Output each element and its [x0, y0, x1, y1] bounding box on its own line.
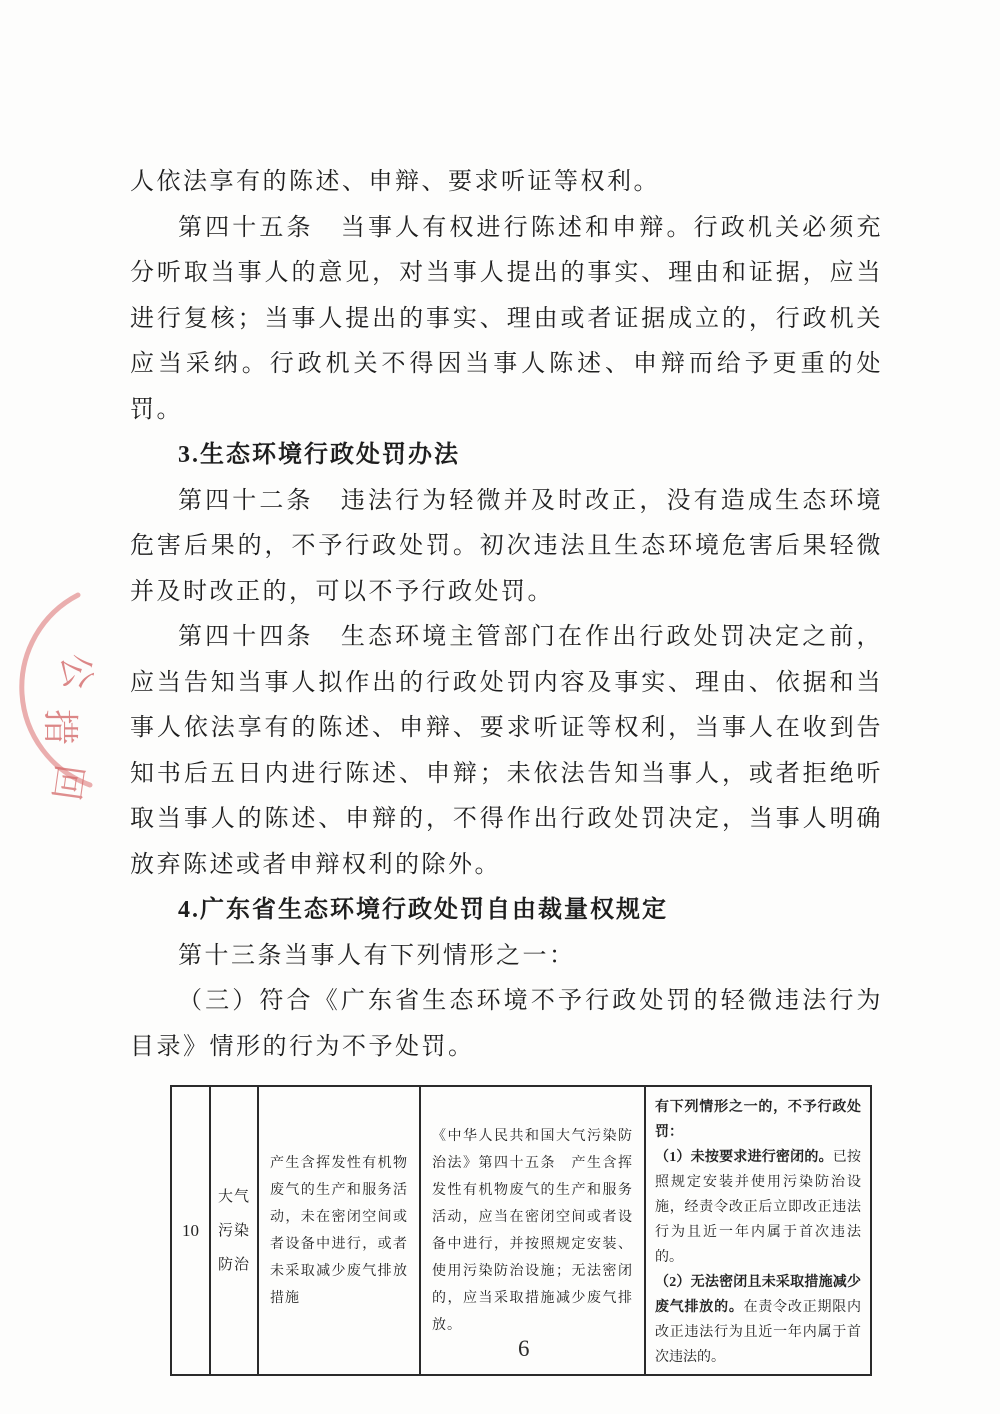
table-row	[171, 1086, 871, 1375]
stamp-char: 回	[45, 761, 90, 803]
paragraph-article-44: 第四十四条 生态环境主管部门在作出行政处罚决定之前，应当告知当事人拟作出的行政处罚内容及事实、理由、依据和当事人依法享有的陈述、申辩、要求听证等权利，当事人在收到告知书后五日内进行陈述、申辩；未依法告知当事人，或者拒绝听取当事人的陈述、申辩的，不得作出行政处罚决定，当事人明确放弃陈述或者申辩权利的除外。	[130, 624, 883, 878]
section-heading-4: 4.广东省生态环境行政处罚自由裁量权规定	[178, 897, 668, 923]
condition-item-2-lead: （2）无法密闭且未采取措施减少废气排放的。	[655, 1275, 861, 1315]
stamp-char: 公	[54, 651, 99, 692]
paragraph-item-three: （三）符合《广东省生态环境不予行政处罚的轻微违法行为目录》情形的行为不予处罚。	[130, 988, 883, 1060]
document-body	[130, 160, 883, 1376]
page-number: 6	[518, 1336, 530, 1361]
cell-category: 大气污染防治	[210, 1086, 258, 1375]
paragraph-rights-continuation: 人依法享有的陈述、申辩、要求听证等权利。	[130, 169, 660, 195]
cell-violation-description: 产生含挥发性有机物废气的生产和服务活动，未在密闭空间或者设备中进行，或者未采取减少废气排放措施	[258, 1086, 420, 1375]
condition-item-2	[655, 1270, 861, 1370]
stamp-char: 措	[40, 709, 80, 746]
red-stamp	[0, 583, 150, 803]
section-heading-3: 3.生态环境行政处罚办法	[178, 442, 460, 468]
paragraph-article-42: 第四十二条 违法行为轻微并及时改正，没有造成生态环境危害后果的，不予行政处罚。初次违法且生态环境危害后果轻微并及时改正的，可以不予行政处罚。	[130, 487, 883, 605]
stamp-arc	[22, 595, 90, 785]
condition-item-2-detail: 在责令改正期限内改正违法行为且近一年内属于首次违法的。	[655, 1300, 862, 1365]
paragraph-article-13: 第十三条当事人有下列情形之一：	[178, 942, 576, 969]
cell-row-index: 10	[171, 1086, 210, 1375]
cell-exemption-conditions	[645, 1086, 871, 1375]
condition-item-1	[655, 1145, 861, 1270]
cell-legal-basis: 《中华人民共和国大气污染防治法》第四十五条 产生含挥发性有机物废气的生产和服务活动，应当在密闭空间或者设备中进行，并按照规定安装、使用污染防治设施；无法密闭的，应当采取措施减少废气排放。	[420, 1086, 645, 1375]
paragraph-article-45: 第四十五条 当事人有权进行陈述和申辩。行政机关必须充分听取当事人的意见，对当事人提出的事实、理由和证据，应当进行复核；当事人提出的事实、理由或者证据成立的，行政机关应当采纳。行政机关不得因当事人陈述、申辩而给予更重的处罚。	[130, 214, 883, 423]
penalty-exemption-table	[170, 1085, 872, 1376]
condition-item-1-lead: （1）未按要求进行密闭的。	[655, 1150, 833, 1165]
conditions-header: 有下列情形之一的，不予行政处罚：	[655, 1100, 861, 1140]
condition-item-1-detail: 已按照规定安装并使用污染防治设施，经责令改正后立即改正违法行为且近一年内属于首次违法的。	[655, 1150, 862, 1265]
